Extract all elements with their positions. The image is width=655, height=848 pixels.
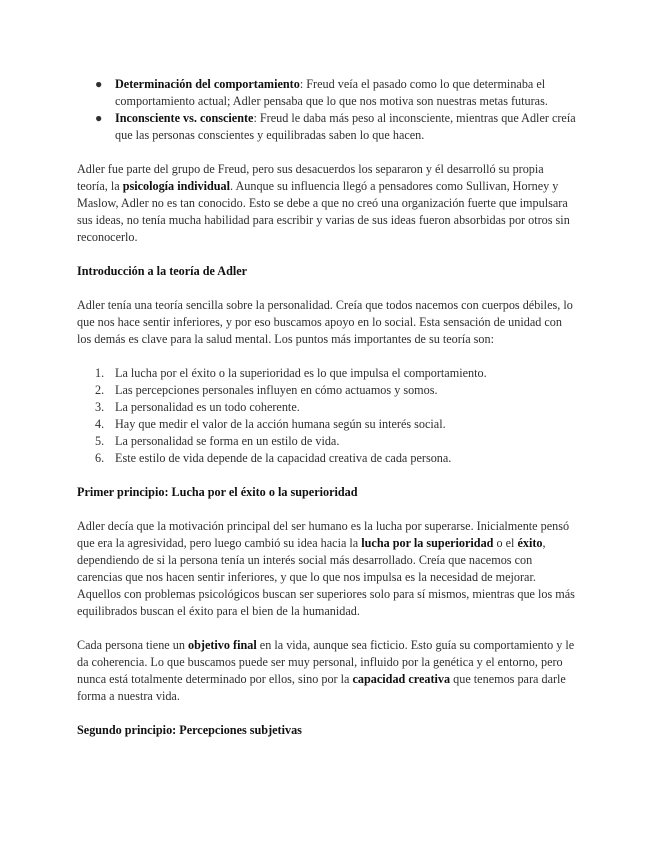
- bullet-text: : Freud le daba más peso al inconsciente, mientras que Adler creía que las personas conscientes y equilibradas saben lo que hacen.: [115, 111, 576, 142]
- intro-paragraph: [77, 161, 577, 246]
- bullet-term: Determinación del comportamiento: [115, 77, 300, 91]
- paragraph-text: Adler fue parte del grupo de Freud, pero sus desacuerdos los separaron y él desarrolló su propia teoría, la: [77, 162, 544, 193]
- paragraph-text: Cada persona tiene un: [77, 638, 189, 652]
- list-item-text: Las percepciones personales influyen en cómo actuamos y somos.: [115, 383, 438, 397]
- bullet-item: [77, 76, 577, 110]
- section-paragraph: Adler tenía una teoría sencilla sobre la personalidad. Creía que todos nacemos con cuerpos débiles, lo que nos hace sentir inferiores, y por eso buscamos apoyo en lo social. Esta sensación de unidad con los demás es clave para la salud mental. Los puntos más importantes de su teoría son:: [77, 298, 573, 346]
- paragraph-text: en la vida, aunque sea ficticio. Esto guía su comportamiento y le da coherencia. Lo que buscamos puede ser muy personal, influido por la genética y el entorno, pero nunca está totalmente determinado por ellos, sino por la: [77, 638, 575, 686]
- list-number: 2.: [95, 383, 105, 397]
- section-paragraph: [77, 637, 577, 705]
- list-number: 1.: [95, 366, 105, 380]
- theory-points-list: [77, 365, 577, 467]
- bullet-term: Inconsciente vs. consciente: [115, 111, 254, 125]
- list-number: 4.: [95, 417, 105, 431]
- paragraph-text: Adler decía que la motivación principal del ser humano es la lucha por superarse. Inicialmente pensó que era la agresividad, pero luego cambió su idea hacia la: [77, 519, 570, 550]
- list-item: [77, 450, 577, 467]
- bold-term: objetivo final: [188, 638, 257, 652]
- list-number: 5.: [95, 434, 105, 448]
- bold-term: éxito: [517, 536, 543, 550]
- paragraph-text: , dependiendo de si la persona tenía un interés social más desarrollado. Creía que nacemos con carencias que nos hacen sentir inferiores, y que lo que nos impulsa es la necesidad de mejorar. Aquellos con problemas psicológicos buscan ser superiores solo para sí mismos, mientras que los más equilibrados buscan el éxito para el bien de la humanidad.: [77, 536, 575, 618]
- list-number: 6.: [95, 451, 105, 465]
- bullet-dot-icon: ●: [95, 111, 103, 125]
- list-item-text: La lucha por el éxito o la superioridad es lo que impulsa el comportamiento.: [115, 366, 487, 380]
- list-item: [77, 399, 577, 416]
- bullet-item: [77, 110, 577, 144]
- bold-term: capacidad creativa: [352, 672, 451, 686]
- list-item-text: La personalidad es un todo coherente.: [115, 400, 300, 414]
- list-item: [77, 433, 577, 450]
- list-item-text: Este estilo de vida depende de la capacidad creativa de cada persona.: [115, 451, 452, 465]
- section-paragraph: [77, 518, 577, 620]
- bold-term: lucha por la superioridad: [361, 536, 494, 550]
- section-heading: Segundo principio: Percepciones subjetivas: [77, 723, 302, 737]
- list-item: [77, 416, 577, 433]
- bullet-dot-icon: ●: [95, 77, 103, 91]
- section-heading: Introducción a la teoría de Adler: [77, 264, 248, 278]
- list-item-text: La personalidad se forma en un estilo de vida.: [115, 434, 340, 448]
- list-number: 3.: [95, 400, 105, 414]
- list-item: [77, 365, 577, 382]
- comparison-bullet-list: [77, 76, 577, 144]
- bold-term: psicología individual: [122, 179, 231, 193]
- section-heading: Primer principio: Lucha por el éxito o la superioridad: [77, 485, 358, 499]
- paragraph-text: o el: [493, 536, 518, 550]
- list-item-text: Hay que medir el valor de la acción humana según su interés social.: [115, 417, 446, 431]
- paragraph-text: . Aunque su influencia llegó a pensadores como Sullivan, Horney y Maslow, Adler no es tan conocido. Esto se debe a que no creó una organización fuerte que impulsara sus ideas, no tenía mucha habilidad para escribir y varias de sus ideas fueron absorbidas por otros sin reconocerlo.: [77, 179, 570, 244]
- document-page: [77, 76, 577, 739]
- bullet-text: : Freud veía el pasado como lo que determinaba el comportamiento actual; Adler pensaba que lo que nos motiva son nuestras metas futuras.: [115, 77, 548, 108]
- list-item: [77, 382, 577, 399]
- paragraph-text: que tenemos para darle forma a nuestra vida.: [77, 672, 566, 703]
